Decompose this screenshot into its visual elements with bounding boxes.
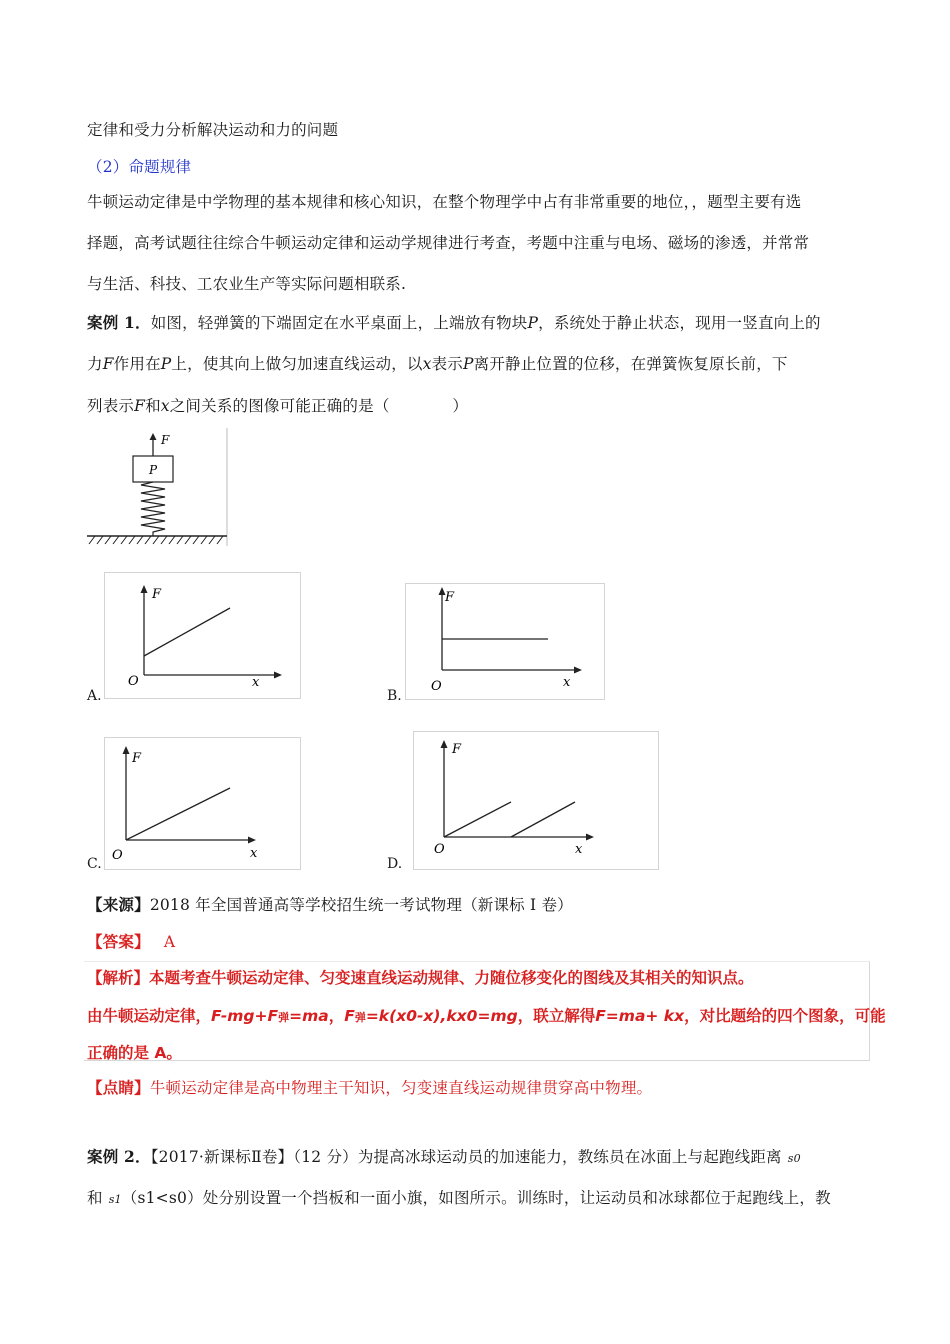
case2-line-1 [87,1145,801,1167]
source-text: 2018 年全国普通高等学校招生统一考试物理（新课标 I 卷） [149,896,573,914]
answer-text: A [163,933,176,951]
analysis-text: ，对比题给的四个图象，可能 [684,1007,886,1025]
para-line-2: 择题，高考试题往往综合牛顿运动定律和运动学规律进行考查，考题中注重与电场、磁场的渗透，并常常 [87,234,810,252]
analysis-line-2 [87,1004,886,1026]
equation: =k(x0-x),kx0=mg [365,1007,518,1025]
subscript: 弹 [354,1011,366,1024]
analysis-tag: 【解析】 [87,969,150,987]
intro-line: 定律和受力分析解决运动和力的问题 [87,121,339,139]
option-d-graph [413,731,660,871]
analysis-text: 由牛顿运动定律， [87,1007,212,1025]
case2-label: 案例 2． [87,1147,151,1166]
spring-figure [85,426,235,548]
analysis-text: ， [328,1007,345,1025]
var-s1: s1 [108,1193,122,1206]
equation: F [344,1007,355,1025]
option-c-graph [104,737,302,871]
var-f: F [102,355,114,373]
case1-text: 和 [145,397,161,415]
equation: F-mg+F [211,1007,279,1025]
case1-line-3 [87,394,468,416]
y-axis-label: F [445,590,455,605]
comment-line [87,1076,652,1098]
x-axis-label: x [250,846,258,861]
analysis-text: ，联立解得 [517,1007,596,1025]
var-p: P [462,355,474,373]
case1-text: 如图，轻弹簧的下端固定在水平桌面上，上端放有物块 [150,314,528,332]
source-line [87,893,573,915]
case1-text: 上，使其向上做匀加速直线运动，以 [171,355,423,373]
option-a-label: A. [87,688,102,704]
comment-tag: 【点睛】 [87,1078,150,1097]
case2-text: 和 [87,1189,103,1207]
option-a-graph [104,572,302,700]
case2-line-2 [87,1186,831,1208]
source-tag: 【来源】 [87,895,150,914]
case1-label: 案例 1． [87,313,151,332]
case1-text: 列表示 [87,397,135,415]
y-axis-label: F [152,587,162,602]
case1-text: 之间关系的图像可能正确的是（ ） [169,397,469,415]
option-d-label: D. [387,856,403,872]
origin-label: O [128,674,139,689]
section-heading: （2）命题规律 [87,158,192,176]
answer-tag: 【答案】 [87,932,150,951]
case1-line-1 [87,311,821,333]
var-x: x [160,397,170,415]
x-axis-label: x [575,842,583,857]
analysis-text: 本题考查牛顿运动定律、匀变速直线运动规律、力随位移变化的图线及其相关的知识点。 [149,969,754,987]
origin-label: O [112,848,123,863]
subscript: 弹 [278,1011,290,1024]
case1-text: 离开静止位置的位移，在弹簧恢复原长前，下 [473,355,788,373]
force-label: F [161,433,170,447]
answer-line [87,930,175,952]
analysis-line-3: 正确的是 A。 [87,1044,182,1062]
origin-label: O [434,842,445,857]
origin-label: O [431,679,442,694]
x-axis-label: x [252,675,260,690]
block-label: P [149,463,158,477]
para-line-1: 牛顿运动定律是中学物理的基本规律和核心知识，在整个物理学中占有非常重要的地位，，题型主要有选 [87,193,802,211]
var-p: P [527,314,539,332]
case2-text: 【2017·新课标Ⅱ卷】（12 分）为提高冰球运动员的加速能力，教练员在冰面上与起跑线距离 [150,1148,782,1166]
case1-text: 表示 [431,355,463,373]
case1-text: ，系统处于静止状态，现用一竖直向上的 [538,314,821,332]
equation: F=ma+ kx [595,1007,685,1025]
option-c-label: C. [87,856,102,872]
var-p: P [160,355,172,373]
option-b-graph [405,583,606,701]
analysis-line-1 [87,966,754,988]
var-s0: s0 [787,1152,801,1165]
var-x: x [422,355,432,373]
x-axis-label: x [563,675,571,690]
case2-condition: （s1<s0） [121,1189,203,1207]
comment-text: 牛顿运动定律是高中物理主干知识，匀变速直线运动规律贯穿高中物理。 [149,1079,653,1097]
case1-text: 力 [87,355,103,373]
case2-text: 处分别设置一个挡板和一面小旗，如图所示。训练时，让运动员和冰球都位于起跑线上，教 [202,1189,831,1207]
option-b-label: B. [387,688,402,704]
y-axis-label: F [132,751,142,766]
case1-text: 作用在 [113,355,161,373]
y-axis-label: F [452,742,462,757]
equation: =ma [289,1007,329,1025]
case1-line-2 [87,352,788,374]
para-line-3: 与生活、科技、工农业生产等实际问题相联系. [87,275,407,293]
var-f: F [134,397,146,415]
